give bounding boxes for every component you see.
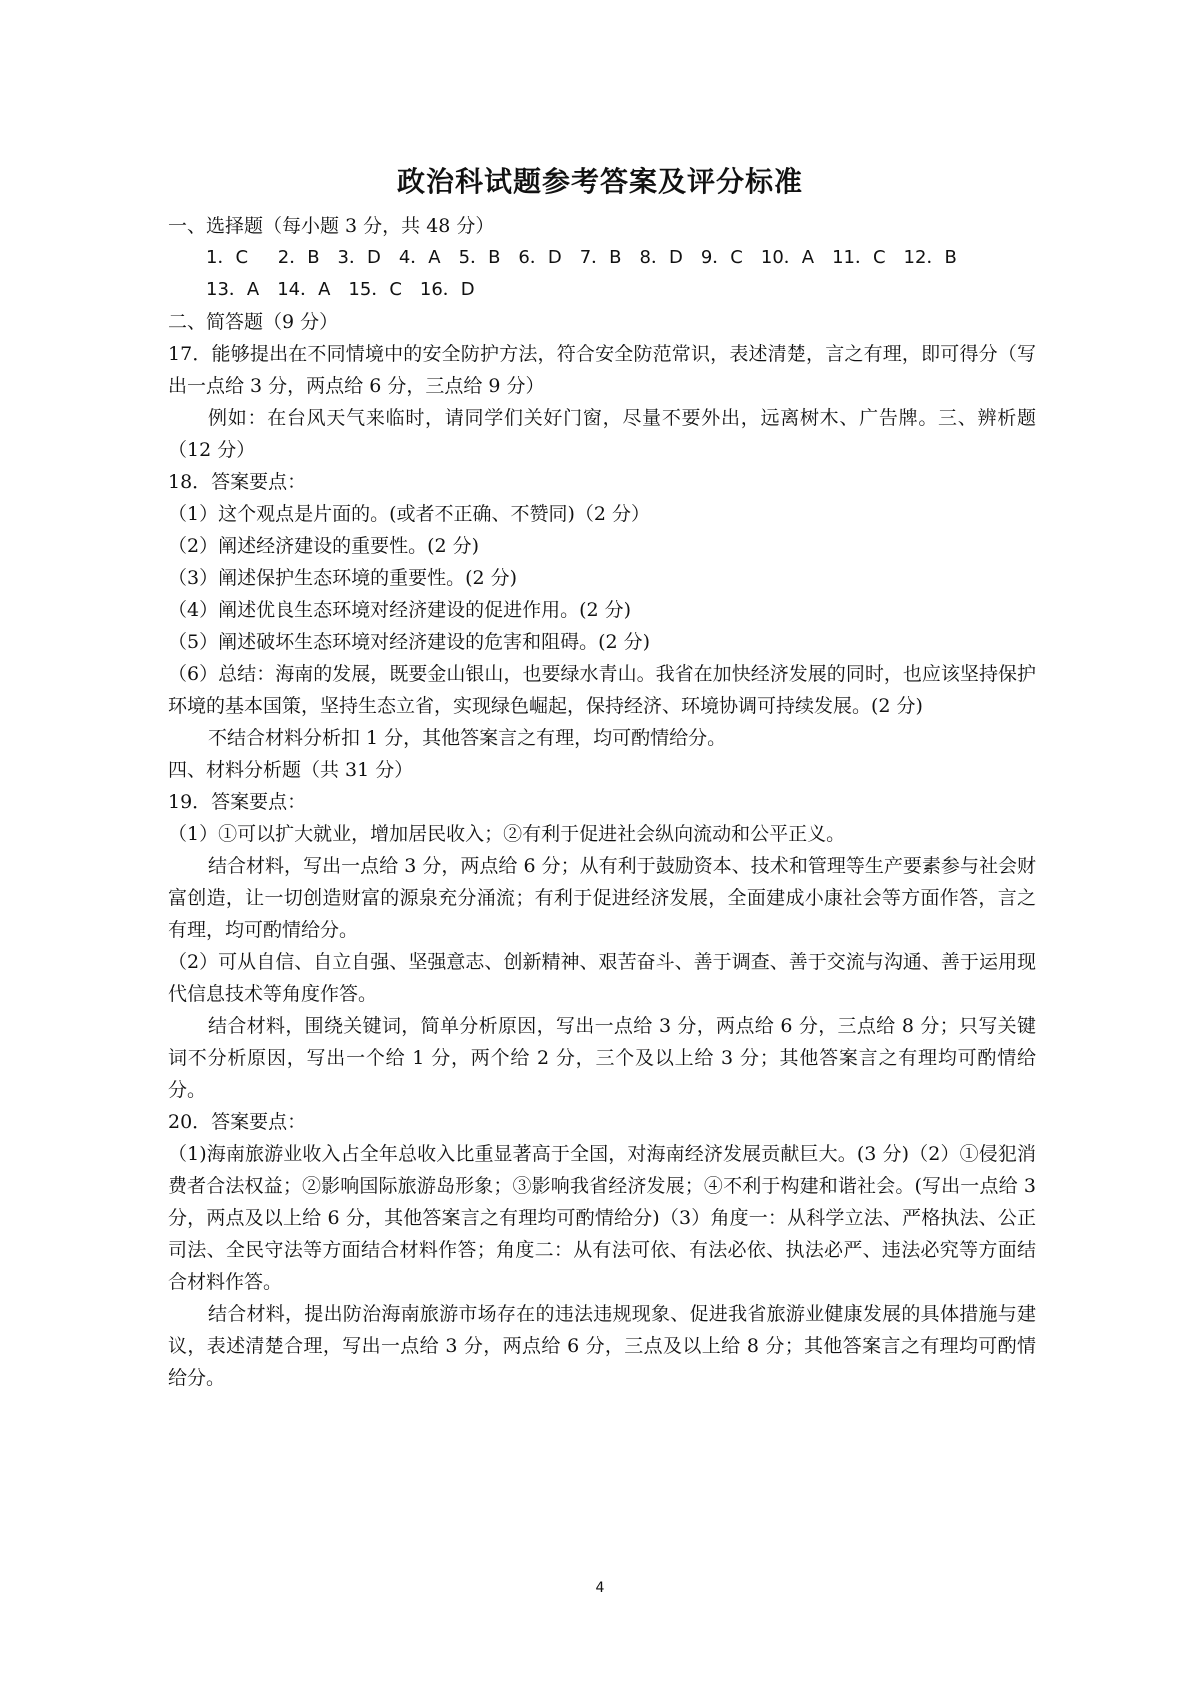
text-line: （1）这个观点是片面的。(或者不正确、不赞同)（2 分）	[168, 503, 651, 525]
text-line: （1)海南旅游业收入占全年总收入比重显著高于全国，对海南经济发展贡献巨大。(3 分)（2）①侵犯消费者合法权益；②影响国际旅游岛形象；③影响我省经济发展；④不利于构建和谐社会。(写出一点给 3 分，两点及以上给 6 分，其他答案言之有理均可酌情给分)（3）角度一：从科学立法、严格执法、公正司法、全民守法等方面结合材料作答；角度二：从有法可依、有法必依、执法必严、违法必究等方面结合材料作答。	[168, 1143, 1036, 1293]
text-line: （6）总结：海南的发展，既要金山银山，也要绿水青山。我省在加快经济发展的同时，也应该坚持保护环境的基本国策，坚持生态立省，实现绿色崛起，保持经济、环境协调可持续发展。(2 分)	[168, 663, 1036, 717]
text-line: （4）阐述优良生态环境对经济建设的促进作用。(2 分)	[168, 599, 632, 621]
text-line: 不结合材料分析扣 1 分，其他答案言之有理，均可酌情给分。	[208, 727, 727, 749]
text-line: （2）可从自信、自立自强、坚强意志、创新精神、艰苦奋斗、善于调查、善于交流与沟通、善于运用现代信息技术等角度作答。	[168, 951, 1036, 1005]
text-line: 17．能够提出在不同情境中的安全防护方法，符合安全防范常识，表述清楚，言之有理，即可得分（写出一点给 3 分，两点给 6 分，三点给 9 分）	[168, 343, 1036, 397]
text-line: （3）阐述保护生态环境的重要性。(2 分)	[168, 567, 518, 589]
text-line: 结合材料，围绕关键词，简单分析原因，写出一点给 3 分，两点给 6 分，三点给 8 分；只写关键词不分析原因，写出一个给 1 分，两个给 2 分，三个及以上给 3 分；其他答案言之有理均可酌情给分。	[168, 1015, 1036, 1101]
text-line: 结合材料，提出防治海南旅游市场存在的违法违规现象、促进我省旅游业健康发展的具体措施与建议，表述清楚合理，写出一点给 3 分，两点给 6 分，三点及以上给 8 分；其他答案言之有理均可酌情给分。	[168, 1303, 1036, 1389]
text-line: （1）①可以扩大就业，增加居民收入；②有利于促进社会纵向流动和公平正义。	[168, 823, 846, 845]
text-line: 结合材料，写出一点给 3 分，两点给 6 分；从有利于鼓励资本、技术和管理等生产要素参与社会财富创造，让一切创造财富的源泉充分涌流；有利于促进经济发展，全面建成小康社会等方面作答，言之有理，均可酌情给分。	[168, 855, 1036, 941]
text-line: 四、材料分析题（共 31 分）	[168, 759, 414, 781]
text-line: 例如：在台风天气来临时，请同学们关好门窗，尽量不要外出，远离树木、广告牌。三、辨析题（12 分）	[168, 407, 1036, 461]
text-line: （5）阐述破坏生态环境对经济建设的危害和阻碍。(2 分)	[168, 631, 651, 653]
text-line: 18．答案要点：	[168, 471, 307, 493]
text-line: 19．答案要点：	[168, 791, 307, 813]
text-line: 一、选择题（每小题 3 分，共 48 分）	[168, 215, 495, 237]
text-line: （2）阐述经济建设的重要性。(2 分)	[168, 535, 480, 557]
text-line: 20．答案要点：	[168, 1111, 307, 1133]
page-number: 4	[595, 1580, 605, 1596]
text-line: 二、简答题（9 分）	[168, 311, 339, 333]
document-title: 政治科试题参考答案及评分标准	[396, 165, 803, 198]
text-line: 1．C 2．B 3．D 4．A 5．B 6．D 7．B 8．D 9．C 10．A 11．C 12．B	[206, 247, 957, 268]
text-line: 13．A 14．A 15．C 16．D	[206, 279, 475, 300]
answer-content	[168, 210, 1036, 1394]
